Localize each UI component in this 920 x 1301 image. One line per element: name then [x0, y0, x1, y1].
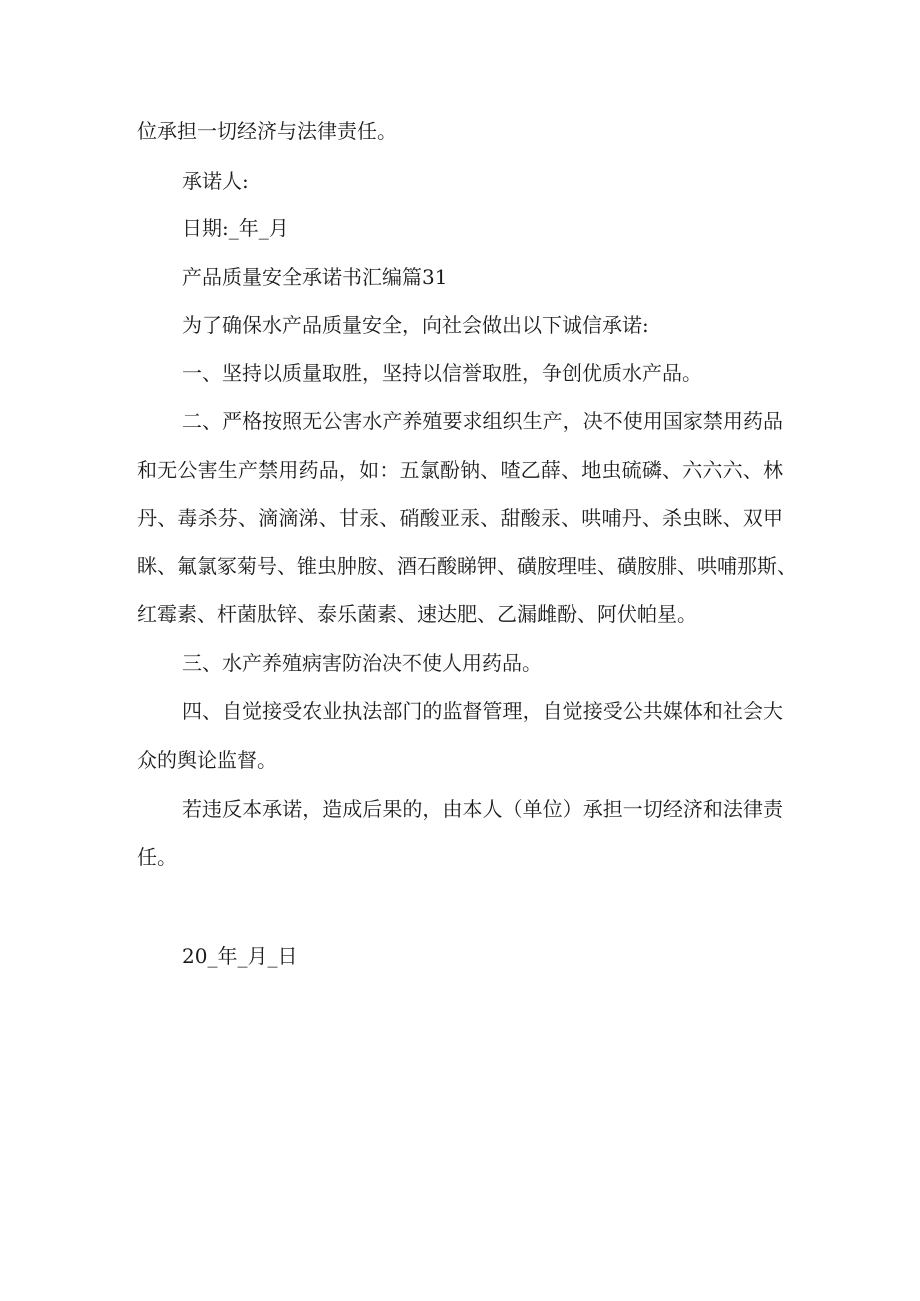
commitment-2-line-3: 丹、毒杀芬、滴滴涕、甘汞、硝酸亚汞、甜酸汞、哄哺丹、杀虫眯、双甲	[137, 506, 783, 530]
violation-clause-line-1: 若违反本承诺，造成后果的，由本人（单位）承担一切经济和法律责	[182, 797, 783, 821]
violation-clause-line-2: 任。	[137, 845, 177, 869]
text-line-continuation: 位承担一切经济与法律责任。	[137, 119, 397, 143]
commitment-1: 一、坚持以质量取胜，坚持以信誉取胜，争创优质水产品。	[182, 361, 702, 385]
signature-date: 20_年_月_日	[182, 944, 298, 968]
commitment-2-line-1: 二、严格按照无公害水产养殖要求组织生产，决不使用国家禁用药品	[182, 409, 783, 433]
intro-paragraph: 为了确保水产品质量安全，向社会做出以下诚信承诺:	[182, 313, 649, 337]
commitment-4-line-2: 众的舆论监督。	[137, 748, 277, 772]
commitment-3: 三、水产养殖病害防治决不使人用药品。	[182, 651, 542, 675]
promisor-label: 承诺人:	[182, 169, 249, 193]
section-title: 产品质量安全承诺书汇编篇31	[182, 265, 448, 289]
date-line: 日期:_年_月	[182, 216, 289, 240]
commitment-2-line-2: 和无公害生产禁用药品，如：五氯酚钠、喳乙薛、地虫硫磷、六六六、林	[137, 458, 783, 482]
commitment-2-line-5: 红霉素、杆菌肽锌、泰乐菌素、速达肥、乙漏雌酚、阿伏帕星。	[137, 602, 697, 626]
commitment-2-line-4: 眯、氟氯冢菊号、锥虫肿胺、酒石酸睇钾、磺胺理哇、磺胺腓、哄哺那斯、	[137, 554, 797, 578]
commitment-4-line-1: 四、自觉接受农业执法部门的监督管理，自觉接受公共媒体和社会大	[182, 699, 783, 723]
